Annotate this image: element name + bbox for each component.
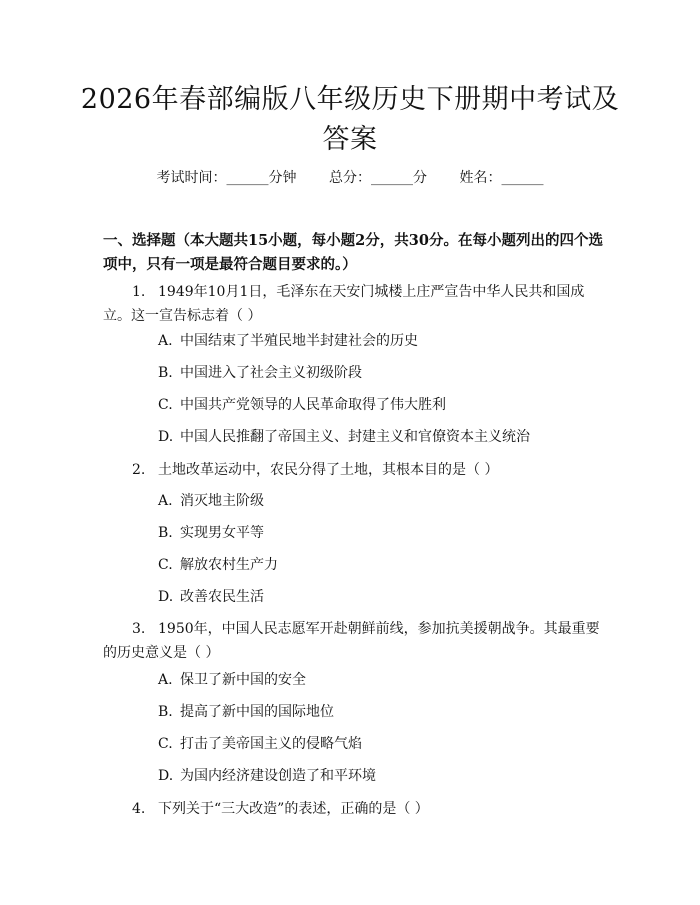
question-3-option-c	[158, 734, 362, 754]
option-text: 解放农村生产力	[180, 557, 278, 573]
question-2	[103, 458, 603, 482]
option-text: 中国进入了社会主义初级阶段	[180, 365, 362, 381]
question-3-option-b	[158, 702, 334, 722]
question-1	[103, 280, 603, 328]
question-2-option-b	[158, 523, 264, 543]
option-text: 打击了美帝国主义的侵略气焰	[180, 736, 362, 752]
option-text: 为国内经济建设创造了和平环境	[180, 768, 376, 784]
question-1-option-c	[158, 395, 446, 415]
option-letter: D.	[158, 429, 174, 445]
option-letter: B.	[158, 704, 173, 720]
question-1-option-a	[158, 331, 418, 351]
exam-time-field: 考试时间：______分钟	[156, 170, 297, 186]
question-text: 1950年，中国人民志愿军开赴朝鲜前线，参加抗美援朝战争。其最重要的历史意义是（ ）	[103, 621, 600, 661]
option-text: 中国共产党领导的人民革命取得了伟大胜利	[180, 397, 446, 413]
option-text: 消灭地主阶级	[180, 493, 264, 509]
option-letter: A.	[158, 333, 173, 349]
question-2-option-a	[158, 491, 264, 511]
section-heading: 一、选择题（本大题共15小题，每小题2分，共30分。在每小题列出的四个选项中，只有一项是最符合题目要求的。）	[103, 232, 603, 273]
option-text: 提高了新中国的国际地位	[180, 704, 334, 720]
question-number: 4.	[132, 801, 146, 817]
option-text: 中国结束了半殖民地半封建社会的历史	[180, 333, 418, 349]
option-letter: D.	[158, 589, 174, 605]
question-4	[103, 797, 603, 821]
page-title: 2026年春部编版八年级历史下册期中考试及答案	[80, 84, 620, 155]
exam-meta	[0, 168, 700, 188]
option-letter: C.	[158, 557, 173, 573]
question-text: 土地改革运动中，农民分得了土地，其根本目的是（ ）	[158, 462, 499, 478]
question-text: 下列关于“三大改造”的表述，正确的是（ ）	[158, 801, 429, 817]
question-3	[103, 617, 603, 665]
question-text: 1949年10月1日，毛泽东在天安门城楼上庄严宣告中华人民共和国成立。这一宣告标志着（ ）	[103, 284, 585, 324]
total-score-field: 总分：______分	[329, 170, 427, 186]
question-3-option-a	[158, 670, 306, 690]
question-3-option-d	[158, 766, 376, 786]
option-letter: C.	[158, 397, 173, 413]
option-text: 中国人民推翻了帝国主义、封建主义和官僚资本主义统治	[180, 429, 530, 445]
question-1-option-b	[158, 363, 362, 383]
option-letter: B.	[158, 525, 173, 541]
option-text: 实现男女平等	[180, 525, 264, 541]
question-number: 3.	[132, 621, 146, 637]
question-number: 2.	[132, 462, 146, 478]
option-letter: D.	[158, 768, 174, 784]
option-text: 改善农民生活	[180, 589, 264, 605]
student-name-field: 姓名：______	[459, 170, 544, 186]
question-1-option-d	[158, 427, 530, 447]
option-letter: C.	[158, 736, 173, 752]
question-2-option-c	[158, 555, 278, 575]
option-text: 保卫了新中国的安全	[180, 672, 306, 688]
option-letter: A.	[158, 493, 173, 509]
question-number: 1.	[132, 284, 146, 300]
option-letter: B.	[158, 365, 173, 381]
option-letter: A.	[158, 672, 173, 688]
question-2-option-d	[158, 587, 264, 607]
